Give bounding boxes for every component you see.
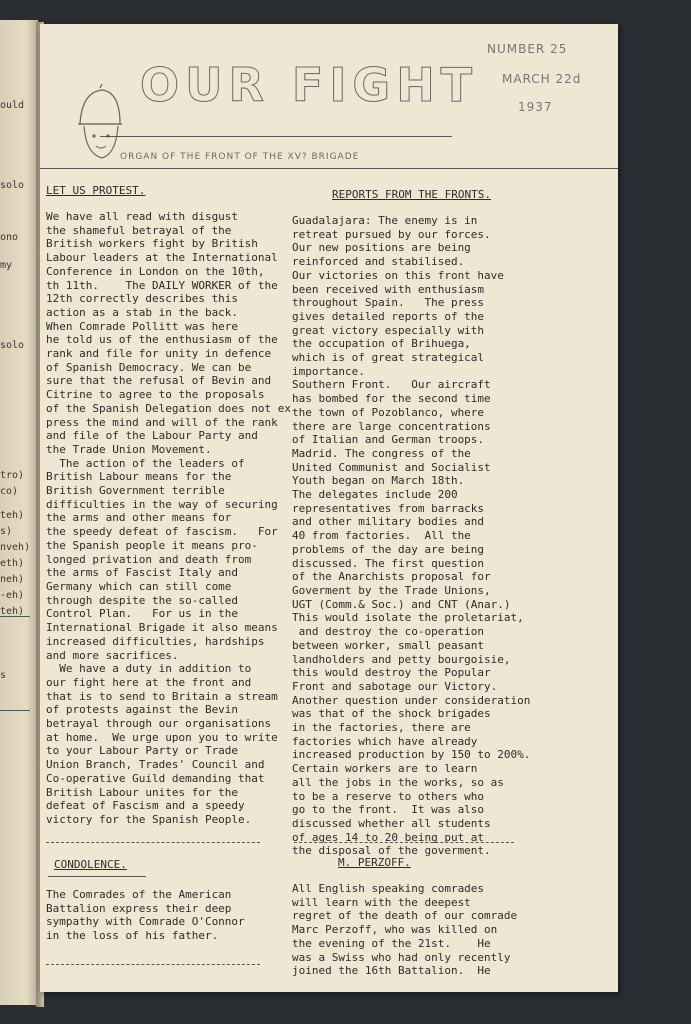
section-divider (46, 964, 260, 965)
masthead-rule (100, 136, 452, 137)
helmet-head-icon (74, 84, 124, 164)
masthead-subtitle: ORGAN OF THE FRONT OF THE XV? BRIGADE (120, 152, 360, 162)
facing-page-fragment: my (0, 260, 13, 271)
heading-rule (48, 876, 146, 877)
facing-page-fragment: teh) (0, 510, 25, 521)
facing-page (0, 20, 38, 1005)
facing-page-fragment: -eh) (0, 590, 25, 601)
obituary-heading: M. PERZOFF. (338, 856, 411, 869)
masthead-title: OUR FIGHT (140, 58, 479, 112)
facing-page-fragment: co) (0, 486, 19, 497)
condolence-body: The Comrades of the American Battalion express their deep sympathy with Comrade O'Connor in the loss of his father. (46, 888, 245, 943)
right-column-heading: REPORTS FROM THE FRONTS. (332, 188, 491, 201)
facing-page-fragment: ono (0, 232, 19, 243)
facing-page-rule (0, 616, 30, 617)
newsletter-page (40, 24, 618, 992)
facing-page-fragment: solo (0, 180, 25, 191)
facing-page-fragment: tro) (0, 470, 25, 481)
facing-page-fragment: s) (0, 526, 13, 537)
facing-page-fragment: neh) (0, 574, 25, 585)
issue-year: 1937 (518, 100, 553, 114)
left-column-body: We have all read with disgust the shameful betrayal of the British workers fight by British Labour leaders at the International Conference in London on the 10th, th 11th. The DAILY WORKER of the 12th correctly describes this action as a stab in the back. When Comrade Pollitt was here he told us of the enthusiasm of the rank and file for unity in defence of Spanish Democracy. We can be sure that the refusal of Bevin and Citrine to agree to the proposals of the Spanish Delegation does not ex press the mind and will of the rank and file of the Labour Party and the Trade Union Movement. The action of the leaders of British Labour means for the British Government terrible difficulties in the way of securing the arms and other means for the speedy defeat of fascism. For the Spanish people it means pro- longed privation and death from the arms of Fascist Italy and Germany which can still come through despite the so-called Control Plan. For us in the International Brigade it also means increased difficulties, hardships and more sacrifices. We have a duty in addition to our fight here at the front and that is to send to Britain a stream of protests against the Bevin betrayal through our organisations at home. We urge upon you to write to your Labour Party or Trade Union Branch, Trades' Council and Co-operative Guild demanding that British Labour unites for the defeat of Fascism and a speedy victory for the Spanish People. (46, 210, 292, 826)
section-divider (294, 842, 514, 843)
facing-page-fragment: solo (0, 340, 25, 351)
header-divider (40, 168, 618, 169)
issue-number: NUMBER 25 (487, 42, 568, 56)
section-divider (46, 842, 260, 843)
facing-page-fragment: teh) (0, 606, 25, 617)
issue-date: MARCH 22d (502, 72, 582, 86)
facing-page-fragment: eth) (0, 558, 25, 569)
facing-page-fragment: s (0, 670, 7, 681)
right-column-body: Guadalajara: The enemy is in retreat pursued by our forces. Our new positions are being reinforced and stabilised. Our victories on this front have been received with enthusiasm throughout Spain. The press gives detailed reports of the great victory especially with the occupation of Brihuega, which is of great strategical importance. Southern Front. Our aircraft has bombed for the second time the town of Pozoblanco, where there are large concentrations of Italian and German troops. Madrid. The congress of the United Communist and Socialist Youth began on March 18th. The delegates include 200 representatives from barracks and other military bodies and 40 from factories. All the problems of the day are being discussed. The first question of the Anarchists proposal for Goverment by the Trade Unions, UGT (Comm.& Soc.) and CNT (Anar.) This would isolate the proletariat, and destroy the co-operation between worker, small peasant landholders and petty bourgoisie, this would destroy the Popular Front and sabotage our Victory. Another question under consideration was that of the shock brigades in the factories, there are factories which have already increased production by 150 to 200%. Certain workers are to learn all the jobs in the works, so as to be a reserve to others who go to the front. It was also discussed whether all students of ages 14 to 20 being put at the disposal of the goverment. (292, 214, 531, 858)
condolence-heading: CONDOLENCE. (54, 858, 127, 871)
facing-page-fragment: ould (0, 100, 25, 111)
obituary-body: All English speaking comrades will learn with the deepest regret of the death of our comrade Marc Perzoff, who was killed on the evening of the 21st. He was a Swiss who had only recently joined the 16th Battalion. He (292, 882, 518, 978)
facing-page-fragment: nveh) (0, 542, 31, 553)
facing-page-rule (0, 710, 30, 711)
left-column-heading: LET US PROTEST. (46, 184, 146, 197)
